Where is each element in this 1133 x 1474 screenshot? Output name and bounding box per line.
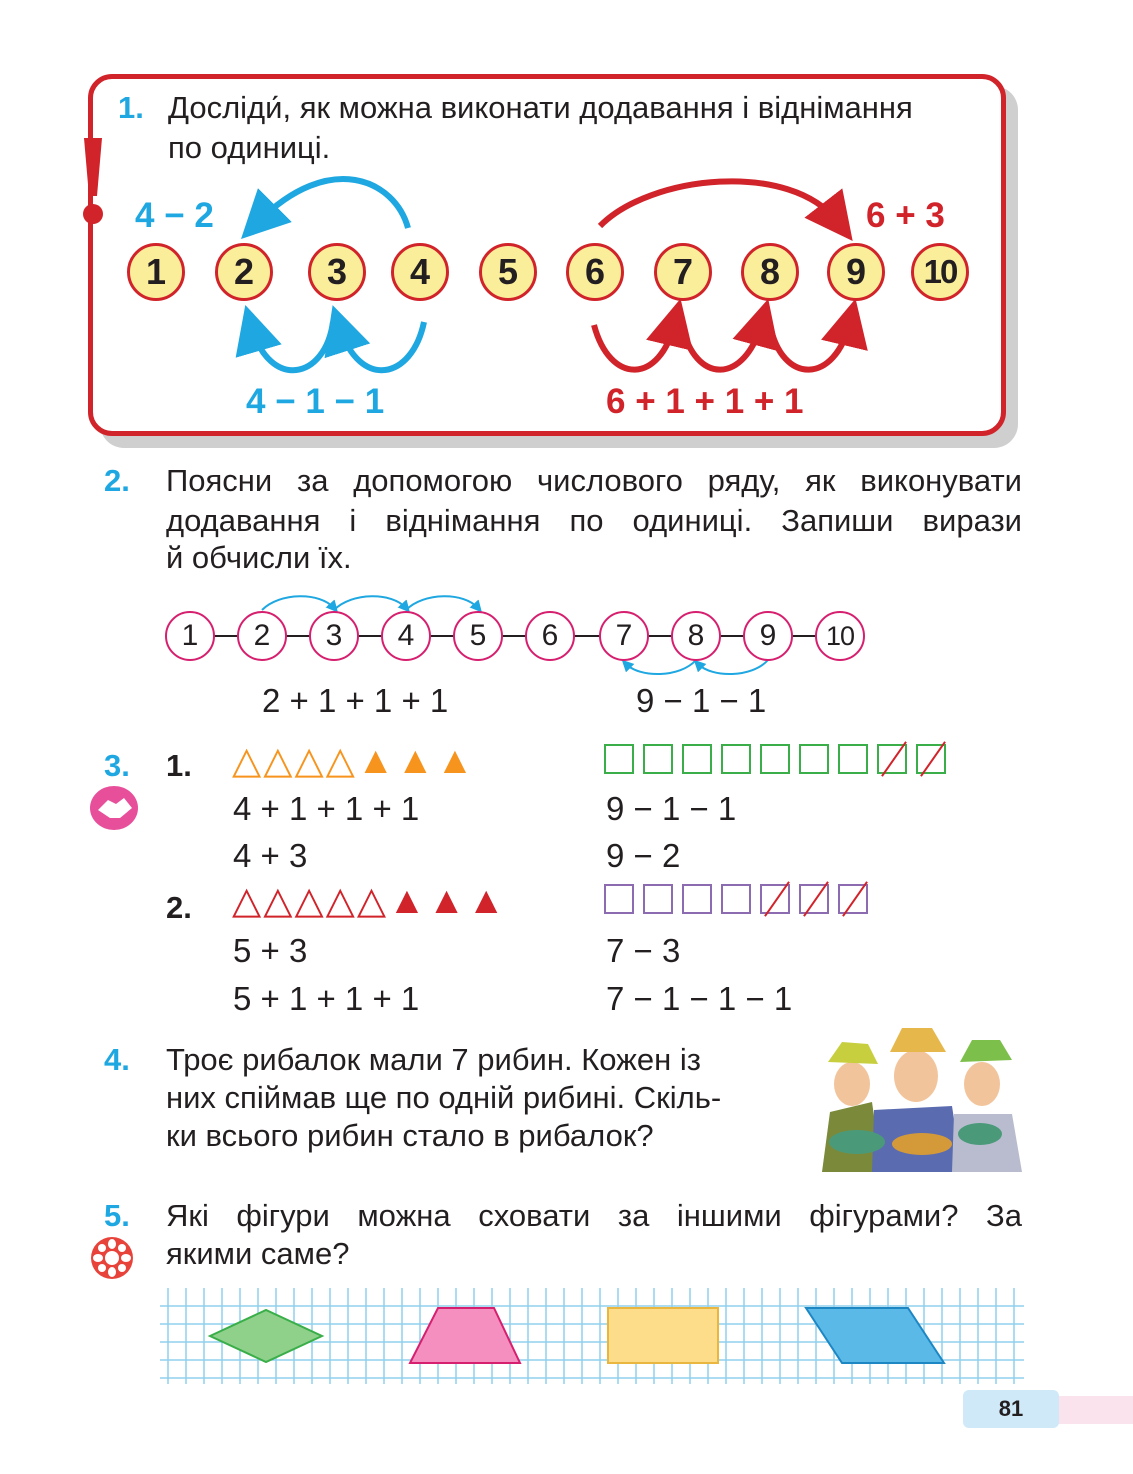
line-circle-10: 10 xyxy=(815,611,865,661)
task1-right-bottom-expr: 6 + 1 + 1 + 1 xyxy=(606,382,804,421)
task3-part2-squares xyxy=(604,884,877,914)
line-circle-5: 5 xyxy=(453,611,503,661)
number-circle-2: 2 xyxy=(215,243,273,301)
task1-left-top-expr: 4 − 2 xyxy=(135,196,214,235)
task4-text-line3: ки всього рибин стало в рибалок? xyxy=(166,1118,654,1153)
number-circle-9: 9 xyxy=(827,243,885,301)
handshake-icon xyxy=(88,784,140,832)
line-circle-2: 2 xyxy=(237,611,287,661)
task1-left-bottom-expr: 4 − 1 − 1 xyxy=(246,382,385,421)
fishermen-illustration xyxy=(812,1022,1024,1172)
task3-part1-left-expr1: 4 + 1 + 1 + 1 xyxy=(233,790,420,827)
task3-part1-right-expr2: 9 − 2 xyxy=(606,837,681,874)
task3-number: 3. xyxy=(104,748,130,783)
flower-icon xyxy=(90,1236,134,1280)
task3-part1-label: 1. xyxy=(166,748,192,783)
number-circle-7: 7 xyxy=(654,243,712,301)
task2-expr-left: 2 + 1 + 1 + 1 xyxy=(262,682,449,719)
line-circle-4: 4 xyxy=(381,611,431,661)
task3-part2-left-expr2: 5 + 1 + 1 + 1 xyxy=(233,980,420,1017)
task1-right-top-expr: 6 + 3 xyxy=(866,196,945,235)
task3-part1-right-expr1: 9 − 1 − 1 xyxy=(606,790,737,827)
task4-text-line2: них спіймав ще по одній рибині. Скіль- xyxy=(166,1080,722,1115)
task3-part2-left-expr1: 5 + 3 xyxy=(233,932,308,969)
task3-part1-left-expr2: 4 + 3 xyxy=(233,837,308,874)
line-circle-8: 8 xyxy=(671,611,721,661)
task4-number: 4. xyxy=(104,1042,130,1077)
line-circle-3: 3 xyxy=(309,611,359,661)
line-circle-9: 9 xyxy=(743,611,793,661)
task3-part1-squares xyxy=(604,744,955,774)
task5-grid xyxy=(160,1288,1024,1384)
task1-number: 1. xyxy=(118,90,144,125)
task3-part1-triangles: △△△△▲▲▲ xyxy=(232,740,476,782)
number-circle-5: 5 xyxy=(479,243,537,301)
line-circle-7: 7 xyxy=(599,611,649,661)
number-circle-8: 8 xyxy=(741,243,799,301)
task5-text-line1: Які фігури можна сховати за іншими фігурами? За xyxy=(166,1198,1022,1233)
task3-part2-right-expr2: 7 − 1 − 1 − 1 xyxy=(606,980,793,1017)
rectangle-shape xyxy=(608,1308,718,1363)
task1-arrows xyxy=(0,0,1133,440)
task5-text-line2: якими саме? xyxy=(166,1236,350,1271)
task2-text-line2: додавання і віднімання по одиниці. Запиши вирази xyxy=(166,503,1022,538)
task1-text-line2: по одиниці. xyxy=(168,130,331,165)
number-circle-3: 3 xyxy=(308,243,366,301)
task4-text-line1: Троє рибалок мали 7 рибин. Кожен із xyxy=(166,1042,701,1077)
task5-number: 5. xyxy=(104,1198,130,1233)
task2-text-line1: Поясни за допомогою числового ряду, як виконувати xyxy=(166,463,1022,498)
number-circle-10: 10 xyxy=(911,243,969,301)
rhombus-shape xyxy=(210,1310,322,1362)
task1-text-line1: Досліди́, як можна виконати додавання і віднімання xyxy=(168,90,913,125)
task2-number: 2. xyxy=(104,463,130,498)
task2-text-line3: й обчисли їх. xyxy=(166,540,352,575)
task2-expr-right: 9 − 1 − 1 xyxy=(636,682,767,719)
line-circle-6: 6 xyxy=(525,611,575,661)
number-circle-1: 1 xyxy=(127,243,185,301)
task3-part2-right-expr1: 7 − 3 xyxy=(606,932,681,969)
number-circle-4: 4 xyxy=(391,243,449,301)
task3-part2-triangles: △△△△△▲▲▲ xyxy=(232,880,507,922)
trapezoid-shape xyxy=(410,1308,520,1363)
task3-part2-label: 2. xyxy=(166,890,192,925)
number-circle-6: 6 xyxy=(566,243,624,301)
page-number: 81 xyxy=(963,1390,1059,1428)
line-circle-1: 1 xyxy=(165,611,215,661)
